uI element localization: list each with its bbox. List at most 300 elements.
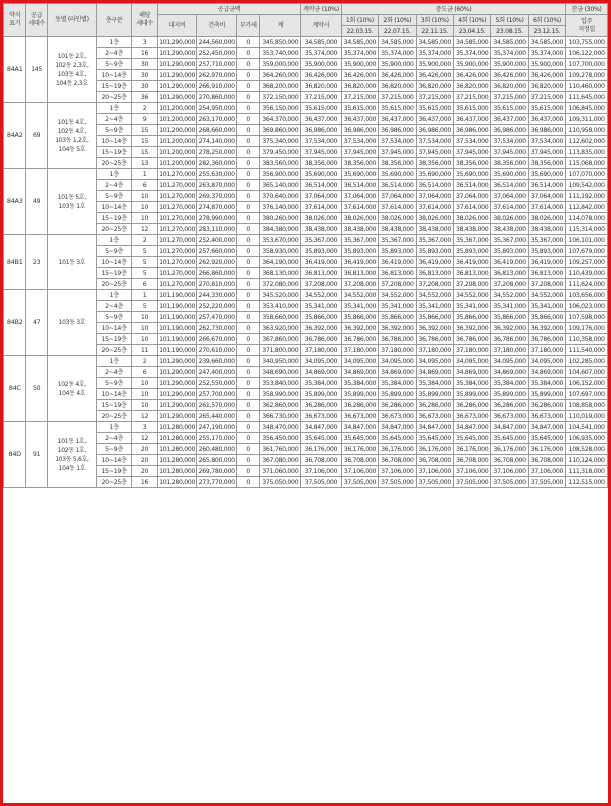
mid-6-cell: 36,708,000 xyxy=(528,455,565,466)
mid-2-cell: 36,392,000 xyxy=(379,323,416,334)
mid-5-cell: 35,893,000 xyxy=(491,246,528,257)
deposit-cell: 35,615,000 xyxy=(301,103,342,114)
vat-cell: 0 xyxy=(236,235,260,246)
balance-cell: 106,101,000 xyxy=(566,235,608,246)
header-building: 건축비 xyxy=(197,15,237,37)
mid-5-cell: 36,708,000 xyxy=(491,455,528,466)
balance-cell: 107,598,000 xyxy=(566,312,608,323)
building-cell: 278,250,000 xyxy=(198,148,235,156)
balance-cell: 109,311,000 xyxy=(566,114,608,125)
balance-cell: 104,541,000 xyxy=(566,422,608,433)
land-cell: 101,270,000 xyxy=(159,258,196,266)
mid-1-cell: 34,869,000 xyxy=(341,367,378,378)
balance-cell: 107,679,000 xyxy=(566,246,608,257)
mid-1-cell: 35,367,000 xyxy=(341,235,378,246)
total-cell: 348,470,000 xyxy=(260,422,301,433)
land-cell: 101,190,000 xyxy=(159,324,196,332)
mid-6-cell: 36,786,000 xyxy=(528,334,565,345)
mid-6-cell: 35,645,000 xyxy=(528,433,565,444)
deposit-cell: 36,176,000 xyxy=(301,444,342,455)
mid-5-cell: 35,900,000 xyxy=(491,59,528,70)
deposit-cell: 37,614,000 xyxy=(301,202,342,213)
mid-1-cell: 35,374,000 xyxy=(341,48,378,59)
mid-5-cell: 36,176,000 xyxy=(491,444,528,455)
mid-1-cell: 36,419,000 xyxy=(341,257,378,268)
total-cell: 353,410,000 xyxy=(260,301,301,312)
mid-5-cell: 36,437,000 xyxy=(491,114,528,125)
floor-cell: 2~4층 xyxy=(96,367,131,378)
mid-6-cell: 36,176,000 xyxy=(528,444,565,455)
units-cell: 10 xyxy=(132,389,158,400)
mid-5-cell: 35,341,000 xyxy=(491,301,528,312)
mid-1-cell: 36,820,000 xyxy=(341,81,378,92)
total-cell: 372,150,000 xyxy=(260,92,301,103)
mid-1-cell: 35,690,000 xyxy=(341,169,378,180)
mid-2-cell: 35,374,000 xyxy=(379,48,416,59)
mid-3-cell: 37,064,000 xyxy=(416,191,453,202)
balance-cell: 110,958,000 xyxy=(566,125,608,136)
balance-cell: 106,152,000 xyxy=(566,378,608,389)
mid-1-cell: 36,786,000 xyxy=(341,334,378,345)
mid-6-cell: 35,866,000 xyxy=(528,312,565,323)
land-cell: 101,270,000 xyxy=(159,280,196,288)
mid-1-cell: 37,180,000 xyxy=(341,345,378,356)
mid-5-cell: 34,585,000 xyxy=(491,37,528,48)
header-balance: 입주 지정일 xyxy=(566,15,608,37)
mid-6-cell: 37,064,000 xyxy=(528,191,565,202)
vat-cell: 0 xyxy=(236,466,260,477)
deposit-cell: 36,708,000 xyxy=(301,455,342,466)
buildings-cell: 101동 2호, 102동 2,3호, 103동 4호, 104동 2,3호 xyxy=(47,37,96,103)
mid-3-cell: 38,026,000 xyxy=(416,213,453,224)
balance-cell: 109,278,000 xyxy=(566,70,608,81)
mid-3-cell: 35,900,000 xyxy=(416,59,453,70)
mid-4-cell: 38,438,000 xyxy=(453,224,490,235)
mid-6-cell: 36,419,000 xyxy=(528,257,565,268)
balance-cell: 103,755,000 xyxy=(566,37,608,48)
balance-cell: 115,314,000 xyxy=(566,224,608,235)
mid-5-cell: 37,208,000 xyxy=(491,279,528,290)
mid-3-cell: 35,866,000 xyxy=(416,312,453,323)
floor-cell: 1층 xyxy=(96,103,131,114)
mid-1-cell: 37,505,000 xyxy=(341,477,378,488)
total-cell: 362,860,000 xyxy=(260,400,301,411)
land-cell: 101,270,000 xyxy=(159,225,196,233)
building-cell: 274,870,000 xyxy=(198,203,235,211)
building-cell: 252,550,000 xyxy=(198,379,235,387)
deposit-cell: 38,438,000 xyxy=(301,224,342,235)
mid-3-cell: 36,813,000 xyxy=(416,268,453,279)
mid-6-cell: 35,341,000 xyxy=(528,301,565,312)
table-row xyxy=(4,422,608,433)
header-mid-5: 5회 (10%) xyxy=(491,15,528,26)
balance-cell: 113,835,000 xyxy=(566,147,608,158)
floor-cell: 20~25층 xyxy=(96,411,131,422)
floor-cell: 5~9층 xyxy=(96,59,131,70)
mid-6-cell: 35,374,000 xyxy=(528,48,565,59)
deposit-cell: 36,813,000 xyxy=(301,268,342,279)
building-cell: 274,140,000 xyxy=(198,137,235,145)
building-cell: 268,660,000 xyxy=(198,126,235,134)
building-cell: 261,570,000 xyxy=(198,401,235,409)
vat-cell: 0 xyxy=(236,70,260,81)
mid-2-cell: 36,820,000 xyxy=(379,81,416,92)
land-cell: 101,190,000 xyxy=(159,302,196,310)
mid-5-cell: 36,673,000 xyxy=(491,411,528,422)
building-cell: 262,970,000 xyxy=(198,71,235,79)
vat-cell: 0 xyxy=(236,389,260,400)
units-cell: 5 xyxy=(132,301,158,312)
buildings-cell: 101동 1호, 102동 1호, 103동 5,6호, 104동 1호 xyxy=(47,422,96,488)
mid-5-cell: 37,106,000 xyxy=(491,466,528,477)
mid-6-cell: 37,106,000 xyxy=(528,466,565,477)
mid-6-cell: 35,690,000 xyxy=(528,169,565,180)
deposit-cell: 35,374,000 xyxy=(301,48,342,59)
mid-5-cell: 34,847,000 xyxy=(491,422,528,433)
mid-1-cell: 38,026,000 xyxy=(341,213,378,224)
building-cell: 247,400,000 xyxy=(198,368,235,376)
land-cell: 101,290,000 xyxy=(159,401,196,409)
vat-cell: 0 xyxy=(236,279,260,290)
mid-1-cell: 35,615,000 xyxy=(341,103,378,114)
balance-cell: 110,439,000 xyxy=(566,268,608,279)
mid-3-cell: 37,614,000 xyxy=(416,202,453,213)
type-cell: 84A1 xyxy=(4,37,26,103)
mid-3-cell: 36,708,000 xyxy=(416,455,453,466)
header-mid-2-date: 22.07.15. xyxy=(379,26,416,37)
units-cell: 15 xyxy=(132,147,158,158)
mid-4-cell: 35,645,000 xyxy=(453,433,490,444)
mid-4-cell: 34,847,000 xyxy=(453,422,490,433)
balance-cell: 108,858,000 xyxy=(566,400,608,411)
mid-4-cell: 36,708,000 xyxy=(453,455,490,466)
deposit-cell: 36,514,000 xyxy=(301,180,342,191)
mid-2-cell: 34,847,000 xyxy=(379,422,416,433)
deposit-cell: 35,367,000 xyxy=(301,235,342,246)
mid-4-cell: 36,286,000 xyxy=(453,400,490,411)
building-cell: 265,800,000 xyxy=(198,456,235,464)
mid-5-cell: 36,514,000 xyxy=(491,180,528,191)
mid-5-cell: 34,552,000 xyxy=(491,290,528,301)
balance-cell: 110,460,000 xyxy=(566,81,608,92)
mid-3-cell: 37,180,000 xyxy=(416,345,453,356)
land-cell: 101,280,000 xyxy=(159,423,196,431)
mid-1-cell: 35,384,000 xyxy=(341,378,378,389)
floor-cell: 2~4층 xyxy=(96,180,131,191)
mid-2-cell: 35,341,000 xyxy=(379,301,416,312)
floor-cell: 2~4층 xyxy=(96,114,131,125)
header-mid-1: 1회 (10%) xyxy=(341,15,378,26)
mid-2-cell: 36,286,000 xyxy=(379,400,416,411)
floor-cell: 20~25층 xyxy=(96,279,131,290)
deposit-cell: 36,426,000 xyxy=(301,70,342,81)
balance-cell: 109,542,000 xyxy=(566,180,608,191)
mid-6-cell: 36,813,000 xyxy=(528,268,565,279)
mid-2-cell: 35,384,000 xyxy=(379,378,416,389)
land-cell: 101,270,000 xyxy=(159,236,196,244)
vat-cell: 0 xyxy=(236,323,260,334)
land-cell: 101,200,000 xyxy=(159,126,196,134)
total-cell: 367,860,000 xyxy=(260,334,301,345)
header-total: 계 xyxy=(260,15,301,37)
floor-cell: 10~14층 xyxy=(96,202,131,213)
mid-5-cell: 38,356,000 xyxy=(491,158,528,169)
vat-cell: 0 xyxy=(236,125,260,136)
mid-2-cell: 36,514,000 xyxy=(379,180,416,191)
total-cell: 348,690,000 xyxy=(260,367,301,378)
table-row xyxy=(4,290,608,301)
floor-cell: 20~25층 xyxy=(96,477,131,488)
deposit-cell: 35,899,000 xyxy=(301,389,342,400)
building-cell: 252,450,000 xyxy=(198,49,235,57)
mid-5-cell: 36,426,000 xyxy=(491,70,528,81)
mid-5-cell: 36,392,000 xyxy=(491,323,528,334)
mid-4-cell: 37,505,000 xyxy=(453,477,490,488)
mid-5-cell: 36,286,000 xyxy=(491,400,528,411)
mid-1-cell: 35,866,000 xyxy=(341,312,378,323)
total-cell: 356,900,000 xyxy=(260,169,301,180)
mid-6-cell: 38,438,000 xyxy=(528,224,565,235)
mid-4-cell: 37,534,000 xyxy=(453,136,490,147)
mid-5-cell: 37,180,000 xyxy=(491,345,528,356)
mid-5-cell: 36,786,000 xyxy=(491,334,528,345)
supply-units-cell: 69 xyxy=(26,103,47,169)
land-cell: 101,290,000 xyxy=(159,379,196,387)
units-cell: 16 xyxy=(132,48,158,59)
building-cell: 283,110,000 xyxy=(198,225,235,233)
balance-cell: 110,358,000 xyxy=(566,334,608,345)
mid-4-cell: 35,893,000 xyxy=(453,246,490,257)
mid-6-cell: 37,208,000 xyxy=(528,279,565,290)
header-mid-4: 4회 (10%) xyxy=(453,15,490,26)
total-cell: 345,850,000 xyxy=(260,37,301,48)
vat-cell: 0 xyxy=(236,268,260,279)
units-cell: 5 xyxy=(132,268,158,279)
land-cell: 101,270,000 xyxy=(159,181,196,189)
units-cell: 10 xyxy=(132,213,158,224)
vat-cell: 0 xyxy=(236,257,260,268)
vat-cell: 0 xyxy=(236,345,260,356)
floor-cell: 2~4층 xyxy=(96,48,131,59)
balance-cell: 111,192,000 xyxy=(566,191,608,202)
floor-cell: 1층 xyxy=(96,169,131,180)
mid-4-cell: 38,356,000 xyxy=(453,158,490,169)
land-cell: 101,270,000 xyxy=(159,192,196,200)
header-mid-group: 중도금 (60%) xyxy=(341,4,565,15)
mid-5-cell: 36,419,000 xyxy=(491,257,528,268)
mid-6-cell: 34,552,000 xyxy=(528,290,565,301)
land-cell: 101,290,000 xyxy=(159,93,196,101)
mid-6-cell: 36,514,000 xyxy=(528,180,565,191)
mid-1-cell: 38,438,000 xyxy=(341,224,378,235)
mid-4-cell: 34,585,000 xyxy=(453,37,490,48)
vat-cell: 0 xyxy=(236,455,260,466)
floor-cell: 10~14층 xyxy=(96,455,131,466)
header-mid-2: 2회 (10%) xyxy=(379,15,416,26)
mid-5-cell: 35,374,000 xyxy=(491,48,528,59)
deposit-cell: 35,690,000 xyxy=(301,169,342,180)
buildings-cell: 101동 5호, 103동 1호 xyxy=(47,169,96,235)
mid-4-cell: 34,095,000 xyxy=(453,356,490,367)
building-cell: 255,170,000 xyxy=(198,434,235,442)
vat-cell: 0 xyxy=(236,356,260,367)
vat-cell: 0 xyxy=(236,378,260,389)
balance-cell: 110,019,000 xyxy=(566,411,608,422)
mid-4-cell: 36,986,000 xyxy=(453,125,490,136)
mid-3-cell: 35,384,000 xyxy=(416,378,453,389)
mid-1-cell: 34,095,000 xyxy=(341,356,378,367)
total-cell: 366,730,000 xyxy=(260,411,301,422)
deposit-cell: 36,786,000 xyxy=(301,334,342,345)
header-mid-5-date: 23.08.15. xyxy=(491,26,528,37)
mid-1-cell: 35,893,000 xyxy=(341,246,378,257)
mid-2-cell: 35,367,000 xyxy=(379,235,416,246)
mid-6-cell: 38,356,000 xyxy=(528,158,565,169)
mid-3-cell: 36,786,000 xyxy=(416,334,453,345)
mid-1-cell: 34,847,000 xyxy=(341,422,378,433)
building-cell: 244,560,000 xyxy=(198,38,235,46)
mid-2-cell: 34,869,000 xyxy=(379,367,416,378)
mid-6-cell: 35,899,000 xyxy=(528,389,565,400)
mid-4-cell: 36,392,000 xyxy=(453,323,490,334)
mid-2-cell: 37,505,000 xyxy=(379,477,416,488)
units-cell: 10 xyxy=(132,334,158,345)
mid-2-cell: 36,708,000 xyxy=(379,455,416,466)
total-cell: 369,860,000 xyxy=(260,125,301,136)
building-cell: 262,920,000 xyxy=(198,258,235,266)
total-cell: 361,760,000 xyxy=(260,444,301,455)
header-balance-group: 잔금 (30%) xyxy=(566,4,608,15)
floor-cell: 10~14층 xyxy=(96,323,131,334)
mid-4-cell: 37,180,000 xyxy=(453,345,490,356)
land-cell: 101,200,000 xyxy=(159,148,196,156)
total-cell: 376,140,000 xyxy=(260,202,301,213)
type-cell: 84A3 xyxy=(4,169,26,235)
mid-2-cell: 35,690,000 xyxy=(379,169,416,180)
balance-cell: 108,528,000 xyxy=(566,444,608,455)
mid-4-cell: 35,615,000 xyxy=(453,103,490,114)
total-cell: 368,130,000 xyxy=(260,268,301,279)
building-cell: 244,330,000 xyxy=(198,291,235,299)
mid-3-cell: 36,820,000 xyxy=(416,81,453,92)
deposit-cell: 35,384,000 xyxy=(301,378,342,389)
mid-5-cell: 35,866,000 xyxy=(491,312,528,323)
units-cell: 6 xyxy=(132,367,158,378)
header-floor: 층구분 xyxy=(96,4,131,37)
mid-6-cell: 37,505,000 xyxy=(528,477,565,488)
header-supply-units: 공급 세대수 xyxy=(26,4,47,37)
land-cell: 101,290,000 xyxy=(159,71,196,79)
mid-5-cell: 36,813,000 xyxy=(491,268,528,279)
mid-4-cell: 37,064,000 xyxy=(453,191,490,202)
mid-1-cell: 34,585,000 xyxy=(341,37,378,48)
total-cell: 353,670,000 xyxy=(260,235,301,246)
table-header xyxy=(4,4,608,37)
vat-cell: 0 xyxy=(236,301,260,312)
mid-4-cell: 37,215,000 xyxy=(453,92,490,103)
mid-2-cell: 35,645,000 xyxy=(379,433,416,444)
mid-3-cell: 35,374,000 xyxy=(416,48,453,59)
balance-cell: 112,602,000 xyxy=(566,136,608,147)
mid-2-cell: 37,180,000 xyxy=(379,345,416,356)
building-cell: 266,670,000 xyxy=(198,335,235,343)
buildings-cell: 103동 3호 xyxy=(47,290,96,356)
total-cell: 364,370,000 xyxy=(260,114,301,125)
mid-3-cell: 36,437,000 xyxy=(416,114,453,125)
vat-cell: 0 xyxy=(236,136,260,147)
vat-cell: 0 xyxy=(236,37,260,48)
units-cell: 16 xyxy=(132,477,158,488)
table-row xyxy=(4,235,608,246)
mid-5-cell: 35,367,000 xyxy=(491,235,528,246)
balance-cell: 115,068,000 xyxy=(566,158,608,169)
total-cell: 363,920,000 xyxy=(260,323,301,334)
mid-5-cell: 34,095,000 xyxy=(491,356,528,367)
land-cell: 101,270,000 xyxy=(159,170,196,178)
units-cell: 12 xyxy=(132,411,158,422)
mid-1-cell: 36,176,000 xyxy=(341,444,378,455)
floor-cell: 15~19층 xyxy=(96,400,131,411)
header-units: 해당 세대수 xyxy=(132,4,158,37)
units-cell: 12 xyxy=(132,433,158,444)
deposit-cell: 36,673,000 xyxy=(301,411,342,422)
floor-cell: 2~4층 xyxy=(96,301,131,312)
header-land: 대지비 xyxy=(157,15,197,37)
header-mid-3-date: 22.11.15. xyxy=(416,26,453,37)
mid-5-cell: 38,026,000 xyxy=(491,213,528,224)
vat-cell: 0 xyxy=(236,169,260,180)
units-cell: 1 xyxy=(132,290,158,301)
mid-3-cell: 36,419,000 xyxy=(416,257,453,268)
mid-4-cell: 37,945,000 xyxy=(453,147,490,158)
floor-cell: 20~25층 xyxy=(96,158,131,169)
deposit-cell: 35,866,000 xyxy=(301,312,342,323)
building-cell: 263,170,000 xyxy=(198,115,235,123)
land-cell: 101,290,000 xyxy=(159,82,196,90)
units-cell: 1 xyxy=(132,169,158,180)
units-cell: 15 xyxy=(132,136,158,147)
building-cell: 260,480,000 xyxy=(198,445,235,453)
building-cell: 270,860,000 xyxy=(198,93,235,101)
mid-5-cell: 36,820,000 xyxy=(491,81,528,92)
floor-cell: 20~25층 xyxy=(96,92,131,103)
mid-6-cell: 37,614,000 xyxy=(528,202,565,213)
mid-5-cell: 37,534,000 xyxy=(491,136,528,147)
mid-1-cell: 35,645,000 xyxy=(341,433,378,444)
floor-cell: 1층 xyxy=(96,290,131,301)
floor-cell: 5~9층 xyxy=(96,312,131,323)
building-cell: 239,660,000 xyxy=(198,357,235,365)
vat-cell: 0 xyxy=(236,312,260,323)
table-row xyxy=(4,37,608,48)
floor-cell: 15~19층 xyxy=(96,81,131,92)
mid-3-cell: 36,176,000 xyxy=(416,444,453,455)
mid-4-cell: 35,866,000 xyxy=(453,312,490,323)
mid-6-cell: 37,945,000 xyxy=(528,147,565,158)
total-cell: 364,260,000 xyxy=(260,70,301,81)
balance-cell: 110,124,000 xyxy=(566,455,608,466)
mid-4-cell: 35,341,000 xyxy=(453,301,490,312)
header-type: 약식 표기 xyxy=(4,4,26,37)
deposit-cell: 34,869,000 xyxy=(301,367,342,378)
building-cell: 270,610,000 xyxy=(198,346,235,354)
mid-6-cell: 36,392,000 xyxy=(528,323,565,334)
building-cell: 282,360,000 xyxy=(198,159,235,167)
mid-3-cell: 36,286,000 xyxy=(416,400,453,411)
units-cell: 36 xyxy=(132,92,158,103)
land-cell: 101,270,000 xyxy=(159,247,196,255)
floor-cell: 1층 xyxy=(96,37,131,48)
